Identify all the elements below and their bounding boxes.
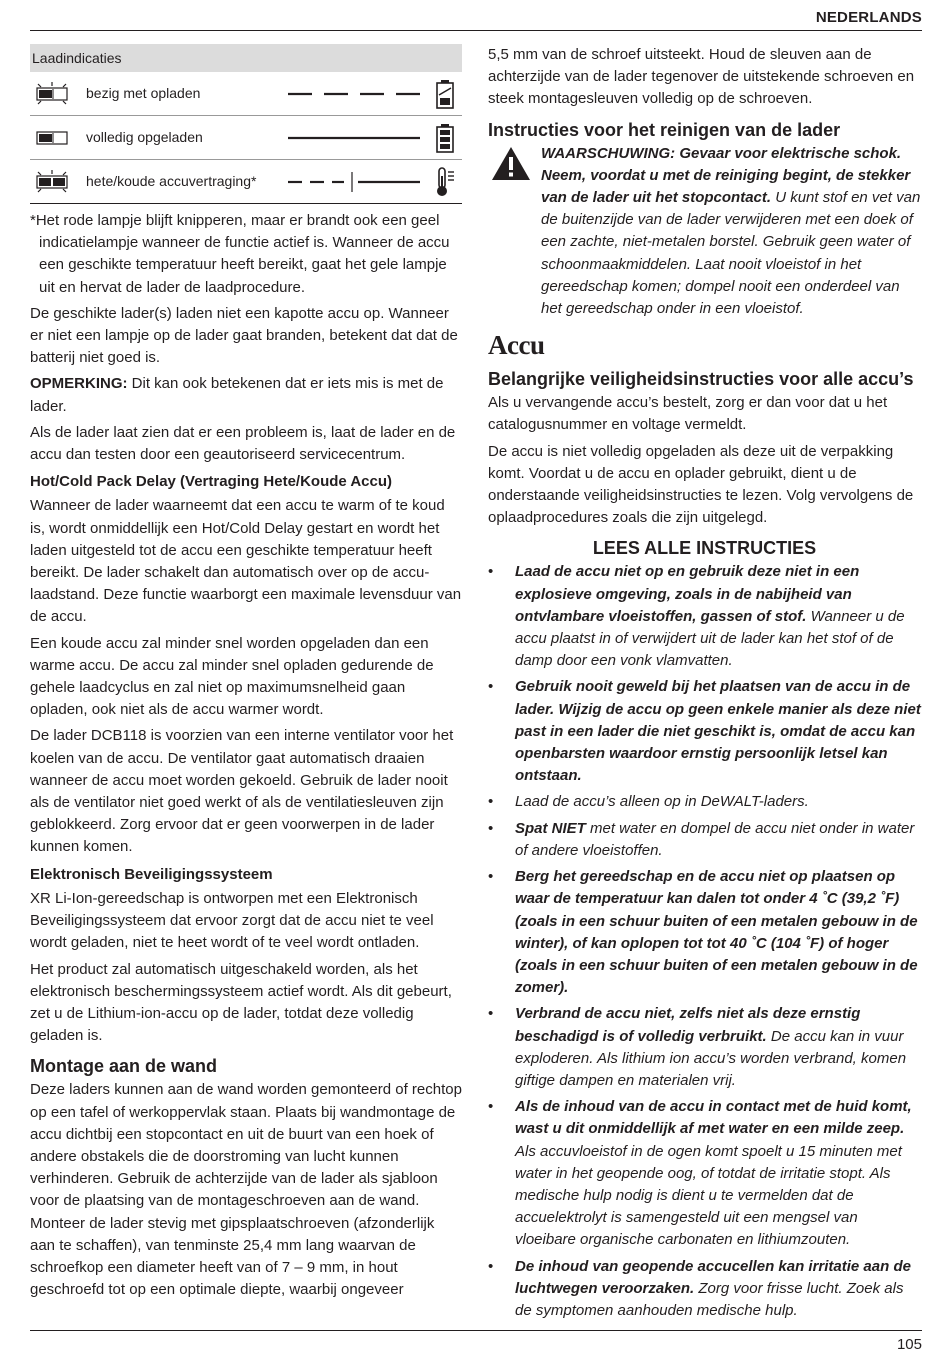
paragraph: Als de lader laat zien dat er een probleem is, laat de lader en de accu dan testen door een geautoriseerd servicecentrum. xyxy=(30,423,456,464)
item-bold: Spat NIET xyxy=(515,819,586,837)
bullet: • xyxy=(488,868,494,886)
item-bold: Laad de accu niet op en gebruik deze niet in een explosieve omgeving, zoals in de nabijheid van ontvlambare vloeistoffen, gassen of stof. xyxy=(515,563,860,625)
list-item xyxy=(488,1256,921,1323)
led-pulsing-icon xyxy=(34,82,70,106)
item-bold: Verbrand de accu niet, zelfs niet als deze ernstig beschadigd is of volledig verbruikt. xyxy=(515,1005,861,1045)
protection-heading: Elektronisch Beveiligingssysteem xyxy=(30,865,273,883)
blink-pattern-graphic xyxy=(288,82,420,106)
paragraph: De geschikte lader(s) laden niet een kapotte accu op. Wanneer er niet een lampje op de lader gaat branden, betekent dat dat de batterij niet goed is. xyxy=(30,304,458,367)
warning-triangle-icon xyxy=(490,145,532,183)
footnote: *Het rode lampje blijft knipperen, maar er brandt ook een geel indicatielampje wanneer de functie actief is. Wanneer de accu een geschikte temperatuur heeft bereikt, gaat het gele lampje uit en hervat de lader de laadprocedure. xyxy=(30,212,450,296)
paragraph: Als u vervangende accu’s bestelt, zorg er dan voor dat u het catalogusnummer en voltage vermeldt. xyxy=(488,394,888,434)
row-label: hete/koude accuvertraging* xyxy=(86,173,257,189)
list-item xyxy=(488,561,921,672)
table-row xyxy=(30,72,462,116)
paragraph: De lader DCB118 is voorzien van een interne ventilator voor het koelen van de accu. De ventilator gaat automatisch draaien wanneer de accu moet worden gekoeld. Gebruik de lader nooit als de ventilator niet goed werkt of als de ventilatiesleuven zijn geblokkeerd. Zorg ervoor dat er geen voorwerpen in de lader kunnen komen. xyxy=(30,727,454,856)
safety-heading: Belangrijke veiligheidsinstructies voor alle accu’s xyxy=(488,369,914,390)
item-italic: met water en dompel de accu niet onder in water of andere vloeistoffen. xyxy=(515,819,915,859)
note-label: OPMERKING: xyxy=(30,375,128,393)
warning-bold-text: WAARSCHUWING: Gevaar voor elektrische schok. Neem, voordat u met de reiniging begint, de stekker van de lader uit het stopcontact. xyxy=(541,144,911,207)
page-header xyxy=(30,8,922,31)
bullet: • xyxy=(488,1257,494,1275)
wall-mount-heading: Montage aan de wand xyxy=(30,1056,218,1077)
item-bold: Berg het gereedschap en de accu niet op plaatsen op waar de temperatuur kan dalen tot onder 4 ˚C (39,2 ˚F) (zoals in een schuur buiten of een metalen gebouw in de winter), of kan oplopen tot tot 40 ˚C (104 ˚F) of hoger (zoals in een schuur buiten of een metalen gebouw in de zomer). xyxy=(515,868,918,997)
paragraph: Wanneer de lader waarneemt dat een accu te warm of te koud is, wordt onmiddellijk een Hot/Cold Delay gestart en wordt het laden uitgesteld tot de accu een geschikte temperatuur heeft bereikt. De lader schakelt dan automatisch over op de accu-laadstand. Deze functie waarborgt een maximale levensduur van de accu. xyxy=(30,497,462,626)
item-italic: De accu kan in vuur exploderen. Als lithium ion accu’s worden verbrand, komen giftige dampen en materialen vrij. xyxy=(515,1027,907,1089)
battery-charging-icon xyxy=(432,78,458,110)
bullet: • xyxy=(488,678,494,696)
note-paragraph xyxy=(30,373,462,417)
note-text: Dit kan ook betekenen dat er iets mis is met de lader. xyxy=(30,375,444,415)
list-item xyxy=(488,676,921,787)
language-label: NEDERLANDS xyxy=(815,9,922,26)
warning-block xyxy=(488,143,921,321)
thermometer-icon xyxy=(432,166,458,198)
paragraph: De accu is niet volledig opgeladen als deze uit de verpakking komt. Voordat u de accu en oplader gebruikt, dient u de onderstaande veiligheidsinstructies te lezen. Volg vervolgens de oplaadprocedures zoals die zijn uitgelegd. xyxy=(488,442,914,527)
table-row xyxy=(30,160,462,204)
delay-pattern-graphic xyxy=(288,170,420,194)
footer-rule xyxy=(30,1330,922,1331)
item-bold: Als de inhoud van de accu in contact met de huid komt, wast u dit onmiddellijk af met water en een milde zeep. xyxy=(515,1098,912,1138)
bullet: • xyxy=(488,819,494,837)
table-row xyxy=(30,116,462,160)
accu-heading: Accu xyxy=(488,330,545,361)
led-dual-icon xyxy=(34,170,70,194)
cleaning-heading: Instructies voor het reinigen van de lader xyxy=(488,119,841,140)
item-italic: Laad de accu’s alleen op in DeWALT-laders. xyxy=(515,793,809,811)
left-column xyxy=(30,44,462,1305)
hotcold-heading: Hot/Cold Pack Delay (Vertraging Hete/Koude Accu) xyxy=(30,473,393,491)
row-label: volledig opgeladen xyxy=(86,129,203,145)
paragraph: XR Li-Ion-gereedschap is ontworpen met een Elektronisch Beveiligingssysteem dat ervoor zorgt dat de accu niet te veel wordt geladen, niet te heet wordt of te veel wordt ontladen. xyxy=(30,889,434,952)
paragraph: Deze laders kunnen aan de wand worden gemonteerd of rechtop op een tafel of werkoppervlak staan. Plaats bij wandmontage de accu dichtbij een stopcontact en uit de buurt van een hoek of andere obstakels die de doorstroming van lucht kunnen verhinderen. Gebruik de achterzijde van de lader als sjabloon voor de plaatsing van de montageschroeven aan de wand. Monteer de lader stevig met gipsplaatschroeven (afzonderlijk aan te schaffen), van tenminste 25,4 mm lang waarvan de schroefkop een diameter heeft van of 7 – 9 mm, in hout geschroefd tot op een optimale diepte, waarbij ongeveer xyxy=(30,1081,462,1299)
bullet: • xyxy=(488,1005,494,1023)
page-number: 105 xyxy=(896,1336,922,1353)
list-item xyxy=(488,866,921,999)
warning-italic-text: U kunt stof en vet van de buitenzijde van de lader verwijderen met een doek of een zachte, niet-metalen borstel. Gebruik geen water of schoonmaakmiddelen. Laat nooit vloeistof in het gereedschap komen; dompel nooit een onderdeel van het gereedschap onder in een vloeistof. xyxy=(541,189,921,318)
item-italic: Wanneer u de accu plaatst in of verwijdert uit de lader kan het stof of de damp door een vonk vlamvatten. xyxy=(515,607,905,670)
battery-full-icon xyxy=(432,122,458,154)
list-item xyxy=(488,1096,921,1251)
list-item xyxy=(488,791,921,813)
bullet: • xyxy=(488,1098,494,1116)
solid-pattern-graphic xyxy=(288,126,420,150)
read-all-heading: LEES ALLE INSTRUCTIES xyxy=(592,538,817,559)
right-column xyxy=(488,44,921,1326)
bullet: • xyxy=(488,563,494,581)
list-item xyxy=(488,818,921,862)
safety-list xyxy=(488,561,921,1322)
item-bold: De inhoud van geopende accucellen kan irritatie aan de luchtwegen veroorzaken. xyxy=(515,1257,911,1297)
paragraph: Een koude accu zal minder snel worden opgeladen dan een warme accu. De accu zal minder snel opladen gedurende de gehele laadcyclus en zal niet op maximumsnelheid gaan opladen, ook niet als de accu warmer wordt. xyxy=(30,634,434,719)
list-item xyxy=(488,1003,921,1092)
bullet: • xyxy=(488,793,494,811)
led-solid-icon xyxy=(34,126,70,150)
item-bold: Gebruik nooit geweld bij het plaatsen van de accu in de lader. Wijzig de accu op geen enkele manier als deze niet past in een lader die niet geschikt is, omdat de accu kan openbarsten waardoor ernstig persoonlijk letsel kan ontstaan. xyxy=(515,678,921,785)
paragraph: 5,5 mm van de schroef uitsteekt. Houd de sleuven aan de achterzijde van de lader tegenover de uitstekende schroeven en steek montagesleuven volledig op de schroeven. xyxy=(488,46,915,108)
item-italic: Als accuvloeistof in de ogen komt spoelt u 15 minuten met water in het geopende oog, of totdat de irritatie stopt. Als medische hulp nodig is dient u te vermelden dat de accuelektrolyt is samengesteld uit een mengsel van vloeibare organische carbonaten en lithiumzouten. xyxy=(515,1142,902,1249)
table-header: Laadindicaties xyxy=(30,44,462,72)
row-label: bezig met opladen xyxy=(86,85,201,101)
paragraph: Het product zal automatisch uitgeschakeld worden, als het elektronisch beschermingssysteem actief wordt. Als dit gebeurt, zet u de Lithium-ion-accu op de lader, totdat deze volledig geladen is. xyxy=(30,960,452,1045)
item-italic: Zorg voor frisse lucht. Zoek als de symptomen aanhouden medische hulp. xyxy=(515,1279,904,1319)
charge-indicator-table xyxy=(30,44,462,204)
